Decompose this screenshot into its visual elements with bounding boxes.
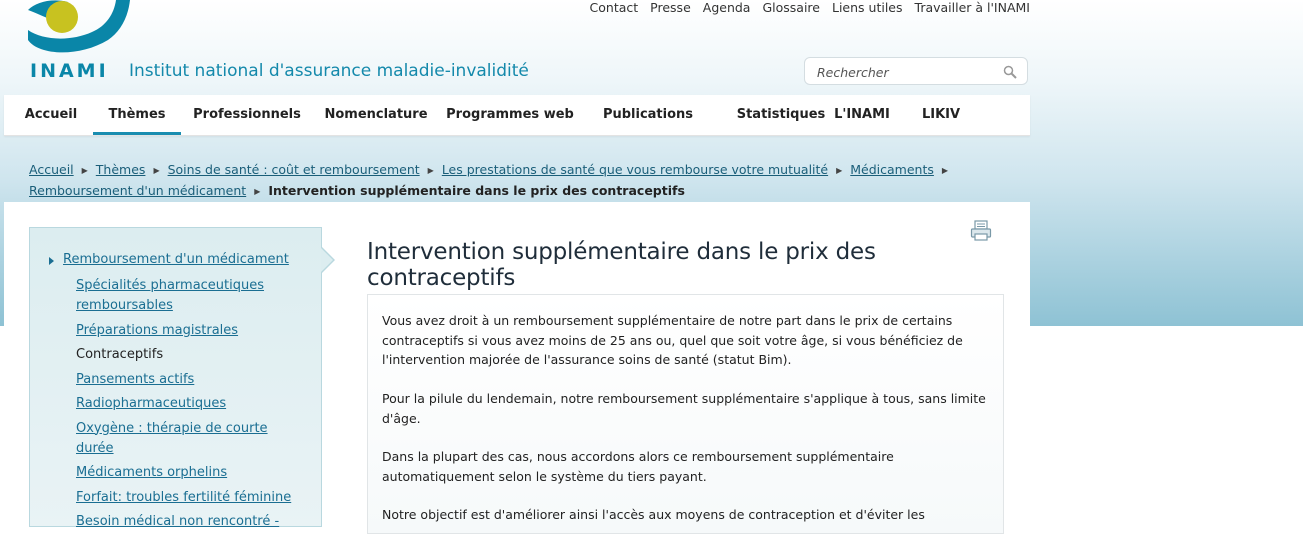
sidebar-list [76, 276, 308, 537]
sidebar-item-besoin-medical[interactable]: Besoin médical non rencontré - [76, 514, 280, 529]
nav-professionnels[interactable]: Professionnels [193, 107, 301, 122]
sidebar-item-fertilite[interactable]: Forfait: troubles fertilité féminine [76, 489, 292, 505]
main-nav [4, 95, 1030, 136]
breadcrumb-link[interactable]: Soins de santé : coût et remboursement [167, 162, 420, 177]
sidebar-item-pansements[interactable]: Pansements actifs [76, 371, 195, 387]
article-paragraph: Vous avez droit à un remboursement supplémentaire de notre part dans le prix de certains contraceptifs si vous avez moins de 25 ans ou, quel que soit votre âge, si vous bénéficiez de l'intervention majorée de l'assurance soins de santé (statut Bim). [382, 313, 963, 367]
breadcrumb-link[interactable]: Les prestations de santé que vous rembourse votre mutualité [441, 162, 829, 177]
sidebar-item-specialites[interactable]: Spécialités pharmaceutiques remboursables [76, 278, 265, 313]
breadcrumb-separator-icon: ▶ [254, 187, 261, 196]
nav-accueil[interactable]: Accueil [24, 107, 78, 122]
nav-publications[interactable]: Publications [602, 107, 694, 122]
page-title: Intervention supplémentaire dans le prix des contraceptifs [367, 239, 876, 291]
breadcrumb-link[interactable]: Accueil [29, 162, 74, 177]
util-link-contact[interactable]: Contact [589, 0, 639, 15]
logo-text: INAMI [30, 60, 109, 82]
util-link-agenda[interactable]: Agenda [702, 0, 751, 15]
util-link-liens-utiles[interactable]: Liens utiles [832, 0, 903, 15]
search-box [804, 57, 1028, 85]
breadcrumb [29, 160, 1019, 202]
sidebar-parent-link[interactable]: Remboursement d'un médicament [63, 252, 289, 267]
sidebar-item-radiopharmaceutiques[interactable]: Radiopharmaceutiques [76, 396, 227, 411]
inami-logo-icon[interactable] [28, 0, 138, 60]
breadcrumb-separator-icon: ▶ [836, 166, 843, 175]
util-link-glossaire[interactable]: Glossaire [762, 0, 820, 15]
article-paragraph: Dans la plupart des cas, nous accordons alors ce remboursement supplémentaire automatiquement selon le système du tiers payant. [382, 449, 894, 484]
util-link-presse[interactable]: Presse [650, 0, 691, 15]
caret-right-icon [49, 257, 54, 265]
search-input[interactable] [815, 62, 999, 82]
breadcrumb-separator-icon: ▶ [427, 166, 434, 175]
sidebar-item-oxygene[interactable]: Oxygène : thérapie de courte durée [76, 420, 268, 456]
breadcrumb-current: Intervention supplémentaire dans le prix des contraceptifs [268, 183, 685, 198]
article-paragraph: Notre objectif est d'améliorer ainsi l'accès aux moyens de contraception et d'éviter les [382, 507, 925, 522]
sidebar [29, 227, 322, 527]
sidebar-item-preparations[interactable]: Préparations magistrales [76, 322, 239, 338]
article-body [367, 294, 1004, 534]
search-icon[interactable] [1003, 65, 1017, 79]
nav-likiv[interactable]: LIKIV [921, 107, 961, 122]
article-paragraph: Pour la pilule du lendemain, notre remboursement supplémentaire s'applique à tous, sans limite d'âge. [382, 391, 986, 426]
breadcrumb-separator-icon: ▶ [153, 166, 160, 175]
org-name: Institut national d'assurance maladie-invalidité [129, 61, 529, 81]
nav-nomenclature[interactable]: Nomenclature [324, 107, 428, 122]
sidebar-item-orphelins[interactable]: Médicaments orphelins [76, 465, 228, 480]
nav-themes[interactable]: Thèmes [93, 95, 181, 135]
util-link-travailler[interactable]: Travailler à l'INAMI [914, 0, 1030, 15]
sidebar-pointer-fill [321, 248, 333, 272]
sidebar-item-contraceptifs: Contraceptifs [76, 347, 164, 362]
content-card [4, 202, 1030, 529]
breadcrumb-separator-icon: ▶ [81, 166, 88, 175]
utility-nav [590, 0, 1030, 16]
breadcrumb-link[interactable]: Remboursement d'un médicament [29, 183, 247, 198]
breadcrumb-link[interactable]: Thèmes [95, 162, 146, 177]
nav-linami[interactable]: L'INAMI [834, 107, 890, 122]
nav-programmes-web[interactable]: Programmes web [446, 107, 574, 122]
breadcrumb-link[interactable]: Médicaments [850, 162, 934, 177]
breadcrumb-separator-icon: ▶ [941, 166, 949, 175]
nav-statistiques[interactable]: Statistiques [736, 107, 826, 122]
